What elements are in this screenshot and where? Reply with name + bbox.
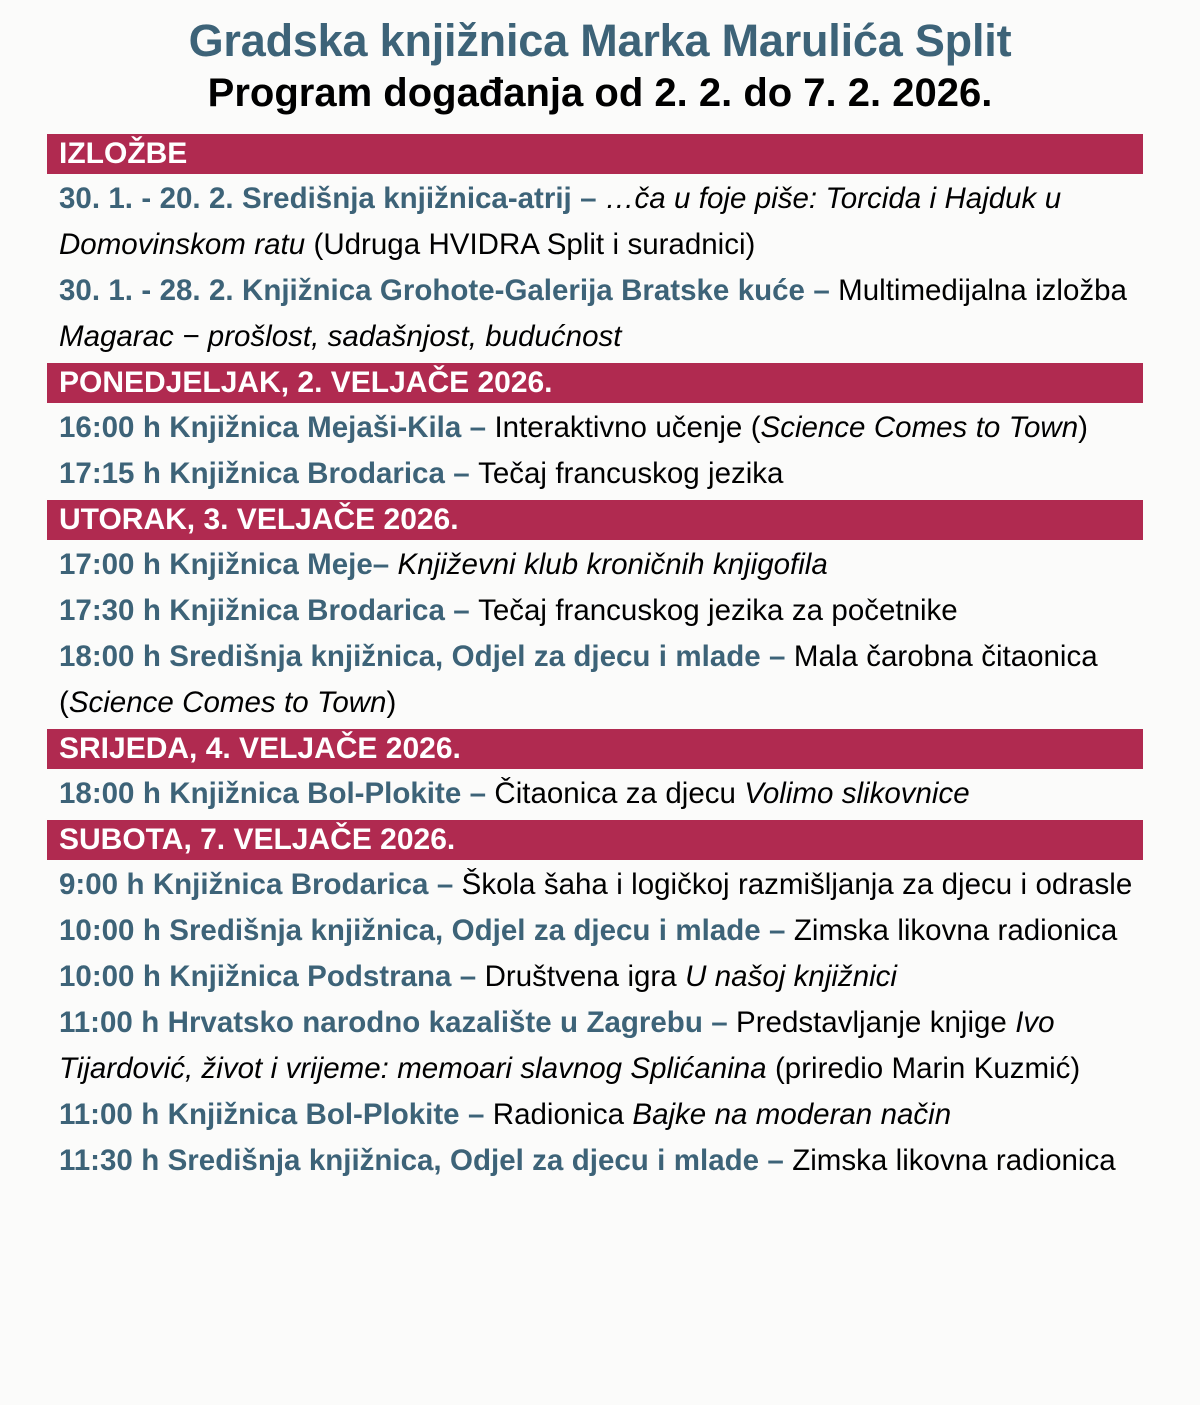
event-venue: 10:00 h Središnja knjižnica, Odjel za djecu i mlade – [59, 914, 794, 948]
section-heading: SUBOTA, 7. VELJAČE 2026. [47, 820, 1143, 860]
event-venue: 16:00 h Knjižnica Mejaši-Kila – [59, 411, 495, 445]
event-title-italic: …ča u foje piše: Torcida i Hajduk u Domovinskom ratu [59, 182, 1062, 262]
event-description: Radionica [492, 1098, 633, 1132]
event-description: ) [386, 686, 397, 720]
event-venue: 17:30 h Knjižnica Brodarica – [59, 594, 479, 628]
poster-header [0, 0, 1200, 116]
event-venue: 11:00 h Hrvatsko narodno kazalište u Zagrebu – [59, 1006, 737, 1040]
event-description: Čitaonica za djecu [494, 777, 745, 811]
event-venue: 18:00 h Središnja knjižnica, Odjel za djecu i mlade – [59, 640, 794, 674]
event-entry [47, 771, 1143, 817]
event-description: Mala čarobna čitaonica ( [59, 640, 1098, 720]
event-entry [47, 176, 1143, 268]
event-title-italic: Ivo Tijardović, život i vrijeme: memoari slavnog Splićanina [59, 1006, 1055, 1086]
event-entry [47, 268, 1143, 360]
section-heading: UTORAK, 3. VELJAČE 2026. [47, 500, 1143, 540]
event-venue: 30. 1. - 28. 2. Knjižnica Grohote-Galerija Bratske kuće – [59, 274, 839, 308]
event-venue: 11:30 h Središnja knjižnica, Odjel za djecu i mlade – [59, 1144, 793, 1178]
section-heading: SRIJEDA, 4. VELJAČE 2026. [47, 729, 1143, 769]
event-entry [47, 1092, 1143, 1138]
event-description: Zimska likovna radionica [792, 1144, 1116, 1178]
event-venue: 10:00 h Knjižnica Podstrana – [59, 960, 485, 994]
event-title-italic: Magarac − prošlost, sadašnjost, budućnost [59, 320, 622, 354]
event-description: Predstavljanje knjige [736, 1006, 1016, 1040]
event-description: ) [1078, 411, 1088, 445]
page-title: Gradska knjižnica Marka Marulića Split [188, 15, 1012, 66]
event-title-italic: Science Comes to Town [68, 686, 387, 720]
event-description: Tečaj francuskog jezika za početnike [478, 594, 958, 628]
event-title-italic: Bajke na moderan način [632, 1098, 952, 1132]
section-heading: PONEDJELJAK, 2. VELJAČE 2026. [47, 363, 1143, 403]
event-title-italic: U našoj knjižnici [685, 960, 897, 994]
event-description: Interaktivno učenje ( [494, 411, 761, 445]
page-subtitle: Program događanja od 2. 2. do 7. 2. 2026. [207, 71, 993, 116]
event-entry [47, 908, 1143, 954]
event-venue: 17:00 h Knjižnica Meje– [59, 548, 398, 582]
event-entry [47, 1138, 1143, 1184]
event-description: Multimedijalna izložba [838, 274, 1127, 308]
section-heading: IZLOŽBE [47, 134, 1143, 174]
event-description: Tečaj francuskog jezika [478, 457, 784, 491]
event-description: Škola šaha i logičkoj razmišljanja za djecu i odrasle [461, 868, 1133, 902]
event-venue: 30. 1. - 20. 2. Središnja knjižnica-atrij – [59, 182, 605, 216]
event-entry [47, 954, 1143, 1000]
event-title-italic: Science Comes to Town [760, 411, 1079, 445]
event-venue: 9:00 h Knjižnica Brodarica – [59, 868, 462, 902]
event-title-italic: Volimo slikovnice [744, 777, 970, 811]
event-entry [47, 542, 1143, 588]
event-entry [47, 451, 1143, 497]
event-description: (Udruga HVIDRA Split i suradnici) [305, 228, 756, 262]
event-description: Društvena igra [484, 960, 686, 994]
event-entry [47, 405, 1143, 451]
event-venue: 17:15 h Knjižnica Brodarica – [59, 457, 479, 491]
event-title-italic: Književni klub kroničnih knjigofila [397, 548, 828, 582]
event-entry [47, 1000, 1143, 1092]
event-entry [47, 862, 1143, 908]
event-venue: 11:00 h Knjižnica Bol-Plokite – [59, 1098, 493, 1132]
event-venue: 18:00 h Knjižnica Bol-Plokite – [59, 777, 495, 811]
program-sections [0, 134, 1200, 1184]
event-description: (priredio Marin Kuzmić) [766, 1052, 1081, 1086]
event-entry [47, 588, 1143, 634]
event-description: Zimska likovna radionica [793, 914, 1118, 948]
event-entry [47, 634, 1143, 726]
